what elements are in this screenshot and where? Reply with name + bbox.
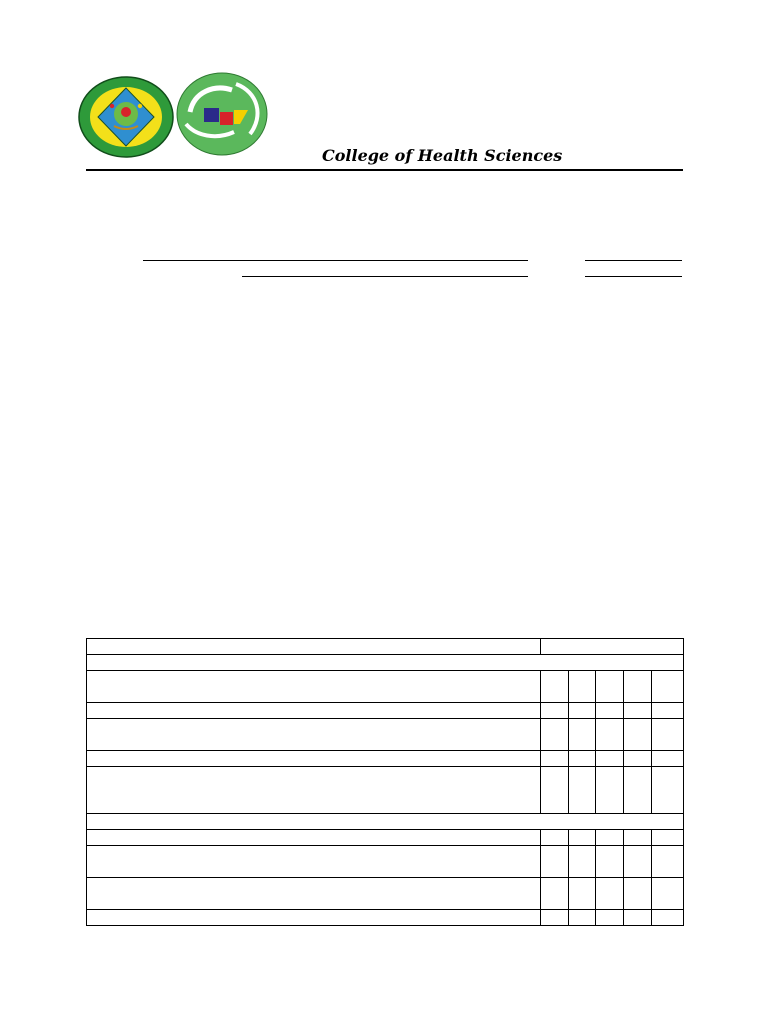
table-row xyxy=(87,910,684,926)
rating-cell[interactable] xyxy=(652,878,684,910)
criterion-cell xyxy=(87,830,541,846)
table-header-row xyxy=(87,639,684,655)
criterion-cell xyxy=(87,751,541,767)
section-row xyxy=(87,814,684,830)
rating-cell[interactable] xyxy=(541,767,569,814)
rating-cell[interactable] xyxy=(596,910,624,926)
rating-cell[interactable] xyxy=(569,751,596,767)
table-row xyxy=(87,846,684,878)
rating-cell[interactable] xyxy=(541,846,569,878)
rating-cell[interactable] xyxy=(569,878,596,910)
rating-cell[interactable] xyxy=(596,878,624,910)
criterion-cell xyxy=(87,703,541,719)
rating-cell[interactable] xyxy=(569,846,596,878)
rating-cell[interactable] xyxy=(541,878,569,910)
rating-cell[interactable] xyxy=(596,846,624,878)
rating-cell[interactable] xyxy=(541,830,569,846)
criterion-cell xyxy=(87,910,541,926)
rating-cell[interactable] xyxy=(596,767,624,814)
university-seal-logo xyxy=(78,76,174,158)
rating-cell[interactable] xyxy=(541,719,569,751)
rating-cell[interactable] xyxy=(569,830,596,846)
section-row xyxy=(87,655,684,671)
criterion-cell xyxy=(87,719,541,751)
rating-cell[interactable] xyxy=(624,846,652,878)
rating-cell[interactable] xyxy=(596,751,624,767)
form-line-4[interactable] xyxy=(585,276,682,277)
section-header-cell xyxy=(87,655,684,671)
rating-cell[interactable] xyxy=(569,671,596,703)
rating-cell[interactable] xyxy=(652,751,684,767)
rating-cell[interactable] xyxy=(596,719,624,751)
rating-cell[interactable] xyxy=(652,671,684,703)
form-line-2[interactable] xyxy=(585,260,682,261)
rating-cell[interactable] xyxy=(624,751,652,767)
header-divider xyxy=(86,169,683,171)
rating-cell[interactable] xyxy=(541,703,569,719)
rating-cell[interactable] xyxy=(624,719,652,751)
table-row xyxy=(87,671,684,703)
rating-cell[interactable] xyxy=(652,910,684,926)
table-row xyxy=(87,719,684,751)
table-row xyxy=(87,767,684,814)
section-header-cell xyxy=(87,814,684,830)
rating-cell[interactable] xyxy=(624,703,652,719)
rating-cell[interactable] xyxy=(596,703,624,719)
rating-cell[interactable] xyxy=(652,719,684,751)
table-row xyxy=(87,703,684,719)
table-row xyxy=(87,830,684,846)
criterion-cell xyxy=(87,846,541,878)
rating-cell[interactable] xyxy=(652,830,684,846)
rating-header-cell xyxy=(541,639,684,655)
health-sciences-logo xyxy=(176,72,268,156)
rating-cell[interactable] xyxy=(569,910,596,926)
table-row xyxy=(87,878,684,910)
criterion-cell xyxy=(87,671,541,703)
rating-cell[interactable] xyxy=(624,830,652,846)
rating-cell[interactable] xyxy=(624,767,652,814)
rating-cell[interactable] xyxy=(624,910,652,926)
rating-cell[interactable] xyxy=(652,846,684,878)
form-line-3[interactable] xyxy=(242,276,528,277)
evaluation-table xyxy=(86,638,684,926)
rating-cell[interactable] xyxy=(624,878,652,910)
rating-cell[interactable] xyxy=(624,671,652,703)
rating-cell[interactable] xyxy=(652,703,684,719)
rating-cell[interactable] xyxy=(569,703,596,719)
table-row xyxy=(87,751,684,767)
rating-cell[interactable] xyxy=(569,767,596,814)
rating-cell[interactable] xyxy=(541,671,569,703)
college-title: College of Health Sciences xyxy=(322,146,563,165)
form-line-1[interactable] xyxy=(143,260,528,261)
rating-cell[interactable] xyxy=(541,751,569,767)
rating-cell[interactable] xyxy=(596,830,624,846)
rating-cell[interactable] xyxy=(541,910,569,926)
criterion-cell xyxy=(87,767,541,814)
criteria-header-cell xyxy=(87,639,541,655)
rating-cell[interactable] xyxy=(652,767,684,814)
rating-cell[interactable] xyxy=(596,671,624,703)
rating-cell[interactable] xyxy=(569,719,596,751)
criterion-cell xyxy=(87,878,541,910)
